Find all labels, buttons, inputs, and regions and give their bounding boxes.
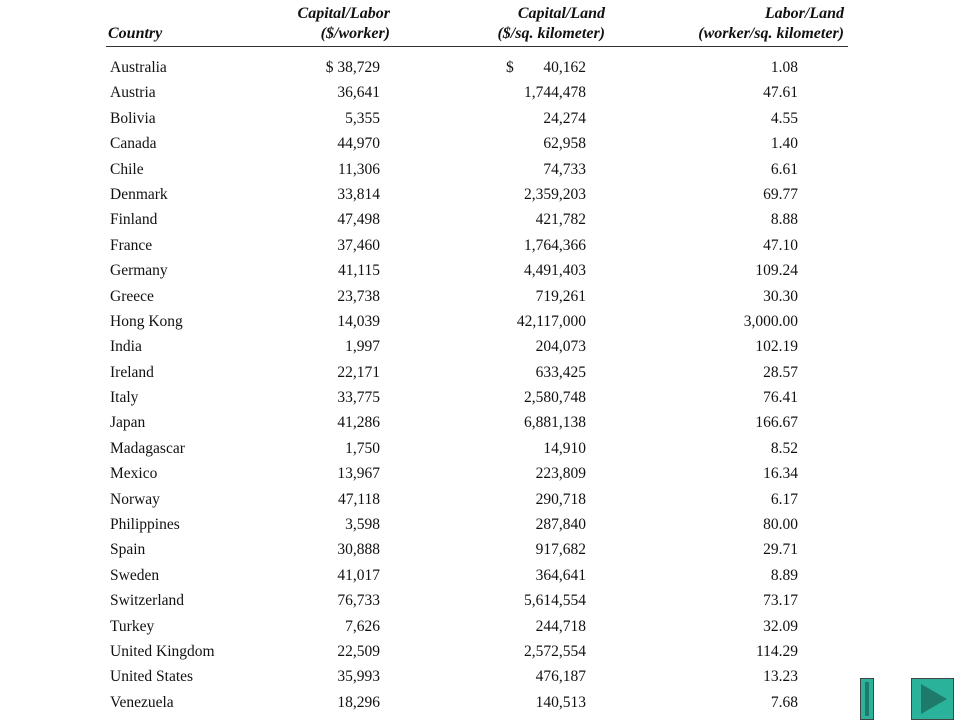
capital-labor-cell: 30,888 — [337, 541, 380, 559]
table-row — [0, 617, 960, 642]
column-header-capital-land-title: Capital/Land — [517, 5, 605, 22]
capital-labor-cell: 41,115 — [337, 262, 380, 280]
country-cell: Norway — [110, 490, 160, 508]
capital-labor-cell: 36,641 — [337, 84, 380, 102]
capital-land-cell: 1,744,478 — [524, 84, 586, 102]
table-row — [0, 490, 960, 515]
country-cell: Hong Kong — [110, 312, 183, 330]
country-cell: Bolivia — [110, 109, 156, 127]
capital-labor-cell: 11,306 — [337, 160, 380, 178]
country-cell: Germany — [110, 262, 168, 280]
country-cell: India — [110, 338, 142, 356]
labor-land-cell: 73.17 — [763, 592, 798, 610]
capital-labor-cell: 5,355 — [345, 109, 380, 127]
labor-land-cell: 1.08 — [770, 59, 798, 76]
labor-land-cell: 69.77 — [763, 185, 798, 203]
table-row — [0, 540, 960, 565]
table-row — [0, 261, 960, 286]
country-cell: Turkey — [110, 617, 155, 635]
play-triangle-icon — [912, 679, 953, 719]
capital-land-cell: 2,359,203 — [524, 185, 586, 203]
capital-land-cell: 287,840 — [535, 516, 586, 534]
country-cell: Finland — [110, 211, 158, 229]
table-row — [0, 83, 960, 108]
labor-land-cell: 8.89 — [770, 566, 798, 584]
capital-land-cell: 6,881,138 — [524, 414, 586, 432]
labor-land-cell: 13.23 — [763, 668, 798, 686]
column-header-country-label: Country — [108, 25, 163, 42]
capital-labor-cell: $ 38,729 — [325, 59, 380, 76]
labor-land-cell: 1.40 — [770, 135, 798, 153]
table-row — [0, 667, 960, 692]
table-row — [0, 134, 960, 159]
table-row — [0, 642, 960, 667]
country-cell: Austria — [110, 84, 156, 102]
country-cell: Sweden — [110, 566, 160, 584]
country-cell: Australia — [110, 59, 167, 76]
table-row — [0, 566, 960, 591]
labor-land-cell: 80.00 — [763, 516, 798, 534]
labor-land-cell: 76.41 — [763, 389, 798, 407]
labor-land-cell: 3,000.00 — [743, 312, 798, 330]
capital-land-cell: 204,073 — [535, 338, 586, 356]
labor-land-cell: 6.61 — [770, 160, 798, 178]
capital-land-cell: 476,187 — [535, 668, 586, 686]
labor-land-cell: 16.34 — [763, 465, 798, 483]
labor-land-cell: 47.10 — [763, 236, 798, 254]
capital-land-cell: 1,764,366 — [524, 236, 586, 254]
table-row — [0, 312, 960, 337]
capital-labor-cell: 33,814 — [337, 185, 380, 203]
column-header-labor-land-title: Labor/Land — [764, 5, 844, 22]
capital-land-cell: 364,641 — [535, 566, 586, 584]
capital-land-cell: 719,261 — [535, 287, 586, 305]
column-header-country — [108, 24, 162, 44]
column-header-labor-land-unit: (worker/sq. kilometer) — [698, 25, 844, 42]
capital-labor-cell: 41,286 — [337, 414, 380, 432]
capital-labor-cell: 18,296 — [337, 693, 380, 711]
table-row — [0, 337, 960, 362]
capital-land-cell: 633,425 — [535, 363, 586, 381]
capital-land-cell: 4,491,403 — [524, 262, 586, 280]
column-header-capital-labor-unit: ($/worker) — [320, 25, 390, 42]
table-body — [0, 58, 960, 718]
labor-land-cell: 47.61 — [763, 84, 798, 102]
header-divider — [106, 46, 848, 47]
labor-land-cell: 7.68 — [770, 693, 798, 711]
table-row — [0, 591, 960, 616]
capital-labor-cell: 33,775 — [337, 389, 380, 407]
table-row — [0, 210, 960, 235]
country-cell: Italy — [110, 389, 139, 407]
capital-land-prefix: $ — [506, 59, 514, 76]
country-cell: Madagascar — [110, 439, 185, 457]
capital-land-cell: 244,718 — [535, 617, 586, 635]
country-cell: Greece — [110, 287, 154, 305]
capital-labor-cell: 47,498 — [337, 211, 380, 229]
column-header-capital-land-unit: ($/sq. kilometer) — [497, 25, 605, 42]
capital-land-cell: 5,614,554 — [524, 592, 586, 610]
labor-land-cell: 109.24 — [755, 262, 798, 280]
table-row — [0, 109, 960, 134]
capital-land-cell: 917,682 — [535, 541, 586, 559]
capital-labor-cell: 13,967 — [337, 465, 380, 483]
capital-labor-cell: 44,970 — [337, 135, 380, 153]
table-row — [0, 58, 960, 83]
country-cell: Japan — [110, 414, 146, 432]
capital-land-cell: 42,117,000 — [516, 312, 586, 330]
capital-labor-cell: 7,626 — [345, 617, 380, 635]
country-cell: Spain — [110, 541, 146, 559]
labor-land-cell: 4.55 — [770, 109, 798, 127]
capital-land-cell: 24,274 — [543, 109, 586, 127]
table-row — [0, 160, 960, 185]
capital-labor-cell: 37,460 — [337, 236, 380, 254]
end-button[interactable] — [860, 678, 874, 720]
table-row — [0, 287, 960, 312]
table-row — [0, 413, 960, 438]
labor-land-cell: 8.88 — [770, 211, 798, 229]
capital-labor-cell: 23,738 — [337, 287, 380, 305]
capital-land-cell: 223,809 — [535, 465, 586, 483]
labor-land-cell: 32.09 — [763, 617, 798, 635]
table-row — [0, 363, 960, 388]
capital-land-cell: 74,733 — [543, 160, 586, 178]
next-button[interactable] — [911, 678, 954, 720]
capital-labor-cell: 22,509 — [337, 642, 380, 660]
capital-labor-cell: 76,733 — [337, 592, 380, 610]
capital-labor-cell: 1,997 — [345, 338, 380, 356]
table-row — [0, 464, 960, 489]
column-header-capital-land — [497, 4, 605, 44]
country-cell: United States — [110, 668, 194, 686]
end-bar-icon — [861, 679, 873, 719]
table-row — [0, 388, 960, 413]
column-header-labor-land — [698, 4, 844, 44]
country-cell: Ireland — [110, 363, 154, 381]
capital-land-cell: 14,910 — [543, 439, 586, 457]
country-cell: Canada — [110, 135, 157, 153]
capital-labor-cell: 22,171 — [337, 363, 380, 381]
labor-land-cell: 114.29 — [755, 642, 798, 660]
country-cell: France — [110, 236, 153, 254]
capital-land-cell: 140,513 — [535, 693, 586, 711]
table-row — [0, 236, 960, 261]
country-cell: Mexico — [110, 465, 158, 483]
capital-labor-cell: 1,750 — [345, 439, 380, 457]
column-header-capital-labor — [298, 4, 390, 44]
country-cell: Venezuela — [110, 693, 174, 711]
country-cell: Denmark — [110, 185, 168, 203]
table-row — [0, 515, 960, 540]
capital-land-cell: 421,782 — [535, 211, 586, 229]
table-row — [0, 185, 960, 210]
capital-land-cell: 290,718 — [535, 490, 586, 508]
labor-land-cell: 29.71 — [763, 541, 798, 559]
capital-land-cell: 2,580,748 — [524, 389, 586, 407]
capital-land-cell: 62,958 — [543, 135, 586, 153]
capital-land-cell: 2,572,554 — [524, 642, 586, 660]
capital-labor-cell: 35,993 — [337, 668, 380, 686]
country-cell: Switzerland — [110, 592, 185, 610]
capital-labor-cell: 41,017 — [337, 566, 380, 584]
labor-land-cell: 6.17 — [770, 490, 798, 508]
country-cell: Chile — [110, 160, 144, 178]
column-header-capital-labor-title: Capital/Labor — [297, 5, 390, 22]
capital-land-cell: 40,162 — [543, 59, 586, 76]
capital-labor-cell: 47,118 — [337, 490, 380, 508]
labor-land-cell: 8.52 — [770, 439, 798, 457]
labor-land-cell: 30.30 — [763, 287, 798, 305]
table-row — [0, 693, 960, 718]
country-cell: United Kingdom — [110, 642, 215, 660]
labor-land-cell: 166.67 — [755, 414, 798, 432]
labor-land-cell: 28.57 — [763, 363, 798, 381]
capital-labor-cell: 14,039 — [337, 312, 380, 330]
country-cell: Philippines — [110, 516, 180, 534]
capital-labor-cell: 3,598 — [345, 516, 380, 534]
table-row — [0, 439, 960, 464]
labor-land-cell: 102.19 — [755, 338, 798, 356]
